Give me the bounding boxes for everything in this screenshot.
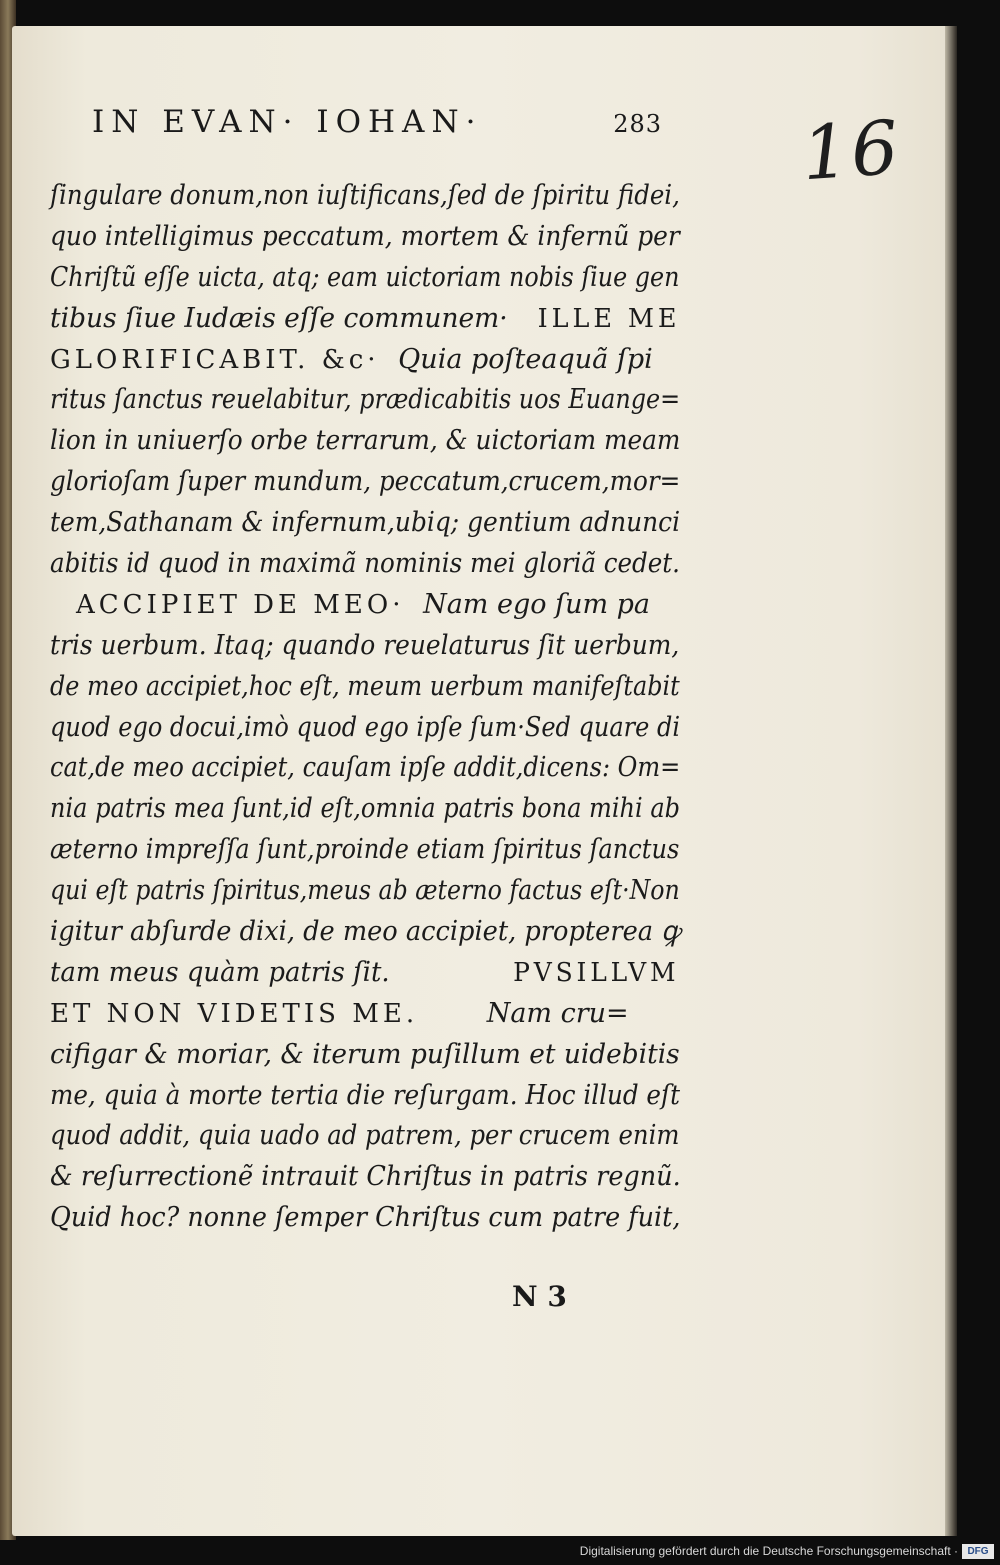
text-line: æterno impreſſa ſunt,proinde etiam ſpiritus ſanctus (50, 834, 680, 866)
text-line (50, 340, 680, 381)
lemma-caps: ILLE ME (537, 303, 681, 334)
text-line: qui eſt patris ſpiritus,meus ab æterno factus eſt·Non (50, 875, 680, 907)
text-span: tibus ſiue Iudæis eſſe communem· (50, 302, 508, 334)
footer-bar (0, 1540, 1000, 1565)
text-line: me, quia à morte tertia die reſurgam. Hoc illud eſt (50, 1079, 680, 1111)
text-line: ſingulare donum,non iuſtificans,ſed de ſpiritu fidei, (50, 180, 680, 211)
lemma-caps: ACCIPIET DE MEO· (76, 589, 405, 620)
text-line: tris uerbum. Itaq; quando reuelaturus ſit uerbum, (50, 629, 680, 661)
text-line: & reſurrectionẽ intrauit Chriſtus in patris regnũ. (50, 1161, 681, 1193)
text-line: lion in uniuerſo orbe terrarum, & uictoriam meam (50, 425, 681, 457)
text-line: quod addit, quia uado ad patrem, per crucem enim (50, 1120, 680, 1152)
dfg-logo[interactable]: DFG (962, 1544, 994, 1559)
text-line: igitur abſurde dixi, de meo accipiet, propterea ꝙ (50, 916, 681, 948)
funding-credit: Digitalisierung gefördert durch die Deutsche Forschungsgemeinschaft · (579, 1544, 958, 1558)
text-line: quod ego docui,imò quod ego ipſe ſum·Sed quare di (50, 711, 681, 743)
text-line: de meo accipiet,hoc eſt, meum uerbum manifeſtabit (50, 670, 680, 702)
text-line (50, 953, 680, 994)
text-line: nia patris mea ſunt,id eſt,omnia patris bona mihi ab (50, 793, 681, 825)
signature-mark: N 3 (512, 1280, 567, 1313)
text-span: Quia poſteaquã ſpi (398, 343, 653, 375)
text-line: glorioſam ſuper mundum, peccatum,crucem,mor= (50, 466, 681, 498)
text-line: cat,de meo accipiet, cauſam ipſe addit,dicens: Om= (50, 752, 681, 784)
text-span: Nam ego ſum pa (423, 588, 651, 620)
running-title: IN EVAN· IOHAN· (92, 104, 483, 140)
show-through-text (760, 780, 880, 860)
text-line: abitis id quod in maximã nominis mei gloriã cedet. (50, 548, 680, 580)
lemma-caps: GLORIFICABIT. &c· (50, 344, 380, 375)
text-line: quo intelligimus peccatum, mortem & infernũ per (50, 220, 680, 252)
text-line: tem,Sathanam & infernum,ubiq; gentium adnunci (50, 507, 681, 539)
text-line (50, 299, 681, 340)
text-line: ritus ſanctus reuelabitur, prædicabitis uos Euange= (50, 384, 681, 416)
text-span: Nam cru= (486, 997, 629, 1029)
text-line: Chriſtũ eſſe uicta, atq; eam uictoriam nobis ſiue gen (50, 261, 680, 293)
folio-number: 283 (613, 110, 662, 138)
lemma-caps: PVSILLVM (513, 957, 680, 988)
text-line: cifigar & moriar, & iterum puſillum et uidebitis (50, 1038, 680, 1070)
text-line: Quid hoc? nonne ſemper Chriſtus cum patre fuit, (50, 1202, 681, 1234)
lemma-caps: ET NON VIDETIS ME. (50, 998, 419, 1029)
page-edge-shadow (945, 26, 957, 1536)
handwritten-page-number: 16 (799, 104, 904, 198)
text-line (50, 994, 680, 1035)
body-text (50, 176, 680, 1239)
text-span: tam meus quàm patris ſit. (50, 956, 390, 988)
running-header (92, 96, 662, 152)
text-line (50, 585, 680, 626)
